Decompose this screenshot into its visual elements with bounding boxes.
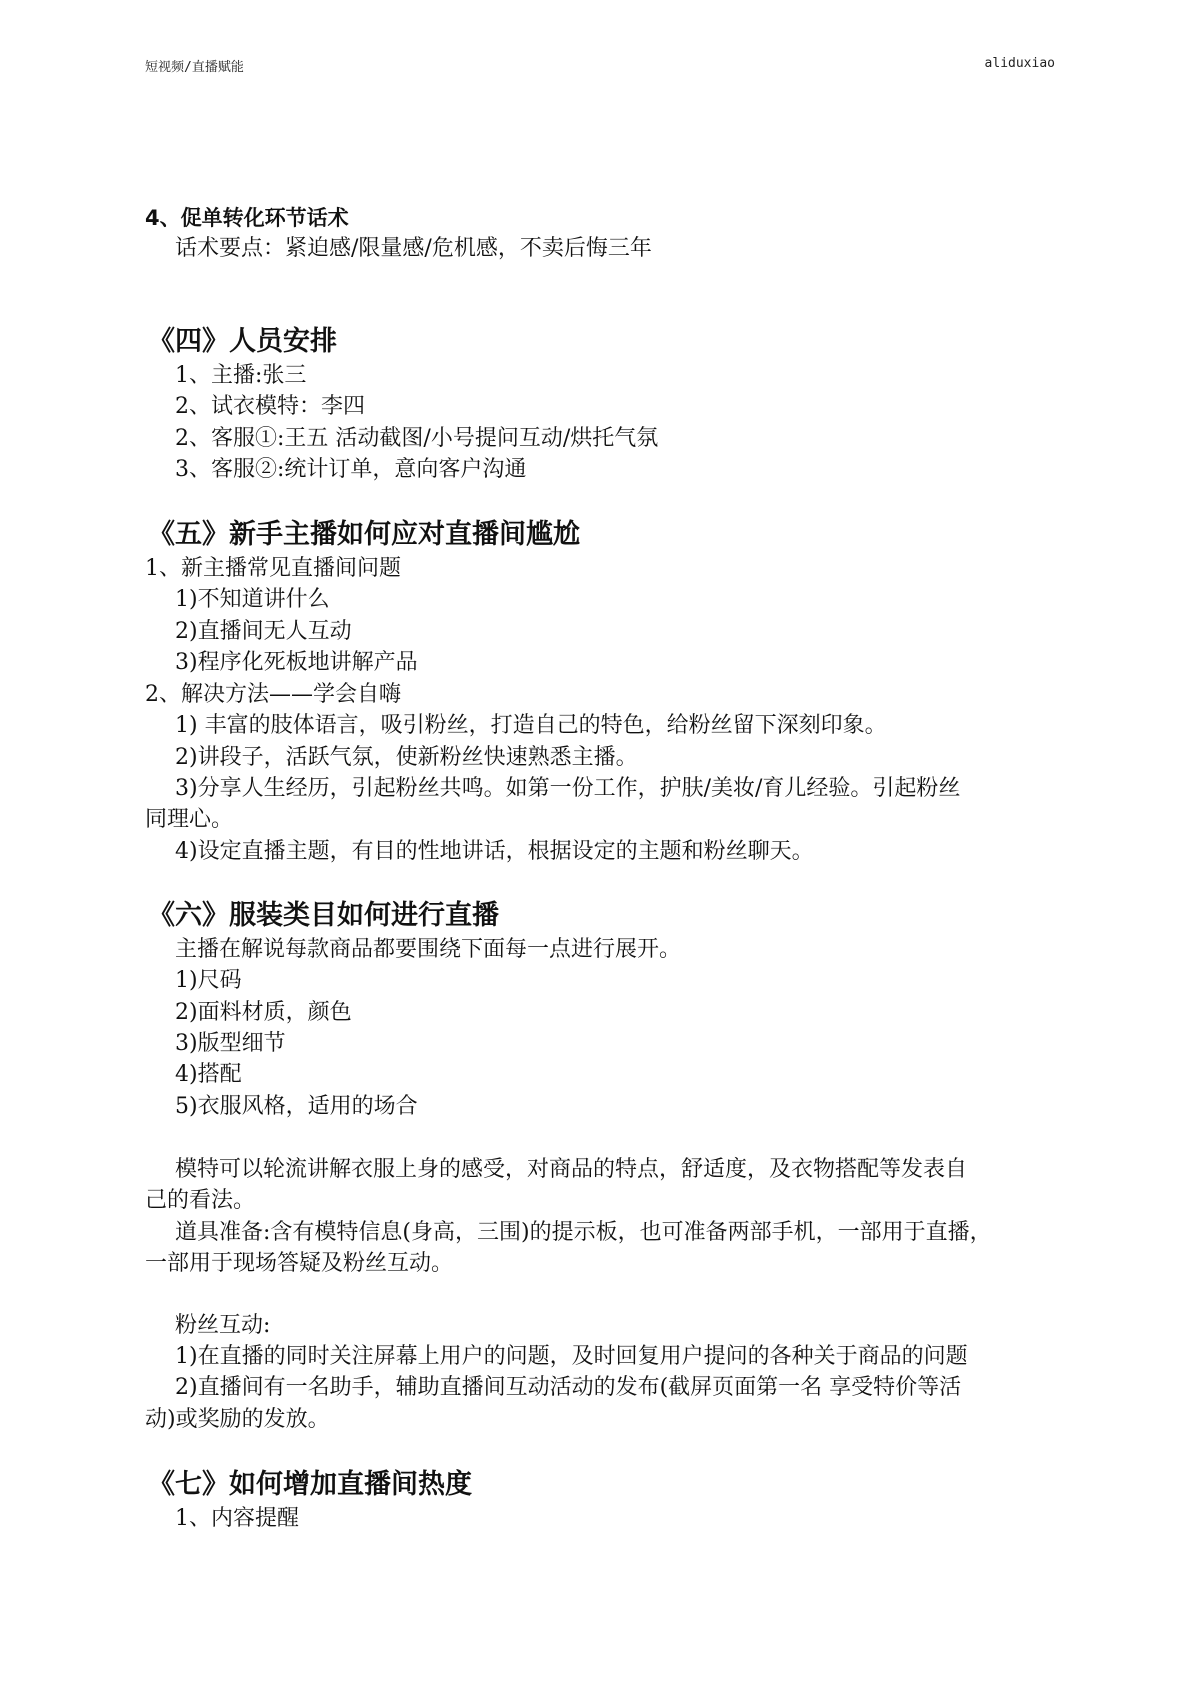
fan-interaction-title: 粉丝互动: <box>175 1313 271 1338</box>
model-paragraph: 模特可以轮流讲解衣服上身的感受，对商品的特点，舒适度，及衣物搭配等发表自 <box>175 1157 968 1182</box>
fan-interaction-item-continued: 动)或奖励的发放。 <box>145 1407 330 1432</box>
clothing-point: 2)面料材质，颜色 <box>175 1000 352 1025</box>
staff-item: 2、客服①:王五 活动截图/小号提问互动/烘托气氛 <box>175 426 659 451</box>
clothing-point: 5)衣服风格，适用的场合 <box>175 1094 418 1119</box>
section-six-heading: 《六》服装类目如何进行直播 <box>148 900 499 931</box>
section-4-body: 话术要点：紧迫感/限量感/危机感，不卖后悔三年 <box>175 236 652 261</box>
solution-item-continued: 同理心。 <box>145 807 234 832</box>
clothing-point: 4)搭配 <box>175 1062 242 1087</box>
header-right-author: aliduxiao <box>984 56 1055 71</box>
solution-item: 2)讲段子，活跃气氛，使新粉丝快速熟悉主播。 <box>175 745 638 770</box>
model-paragraph-continued: 己的看法。 <box>145 1188 256 1213</box>
fan-interaction-item: 1)在直播的同时关注屏幕上用户的问题，及时回复用户提问的各种关于商品的问题 <box>175 1344 968 1369</box>
solution-item: 3)分享人生经历，引起粉丝共鸣。如第一份工作，护肤/美妆/育儿经验。引起粉丝 <box>175 776 961 801</box>
staff-item: 3、客服②:统计订单，意向客户沟通 <box>175 457 527 482</box>
problem-item: 3)程序化死板地讲解产品 <box>175 650 418 675</box>
header-left-title: 短视频/直播赋能 <box>145 60 244 75</box>
solutions-title: 2、解决方法——学会自嗨 <box>145 682 401 707</box>
staff-item: 1、主播:张三 <box>175 363 307 388</box>
heat-item: 1、内容提醒 <box>175 1506 299 1531</box>
section-four-heading: 《四》人员安排 <box>148 326 337 357</box>
staff-item: 2、试衣模特：李四 <box>175 394 365 419</box>
section-five-heading: 《五》新手主播如何应对直播间尴尬 <box>148 519 580 550</box>
solution-item: 1) 丰富的肢体语言，吸引粉丝，打造自己的特色，给粉丝留下深刻印象。 <box>175 713 887 738</box>
section-4-title: 4、促单转化环节话术 <box>145 206 349 230</box>
props-paragraph: 道具准备:含有模特信息(身高，三围)的提示板，也可准备两部手机，一部用于直播， <box>175 1220 992 1245</box>
solution-item: 4)设定直播主题，有目的性地讲话，根据设定的主题和粉丝聊天。 <box>175 839 814 864</box>
clothing-point: 3)版型细节 <box>175 1031 286 1056</box>
problem-item: 1)不知道讲什么 <box>175 587 330 612</box>
fan-interaction-item: 2)直播间有一名助手，辅助直播间互动活动的发布(截屏页面第一名 享受特价等活 <box>175 1375 962 1400</box>
problems-title: 1、新主播常见直播间问题 <box>145 556 401 581</box>
problem-item: 2)直播间无人互动 <box>175 619 352 644</box>
props-paragraph-continued: 一部用于现场答疑及粉丝互动。 <box>145 1251 454 1276</box>
section-seven-heading: 《七》如何增加直播间热度 <box>148 1469 472 1500</box>
clothing-intro: 主播在解说每款商品都要围绕下面每一点进行展开。 <box>175 937 682 962</box>
clothing-point: 1)尺码 <box>175 968 242 993</box>
